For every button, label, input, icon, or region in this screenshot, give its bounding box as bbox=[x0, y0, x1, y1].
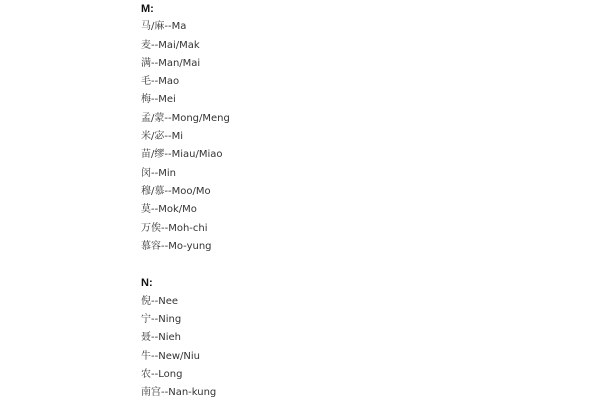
list-item: 毛--Mao bbox=[141, 76, 180, 88]
list-item: 满--Man/Mai bbox=[141, 57, 201, 69]
section-heading-n: N: bbox=[141, 277, 153, 290]
list-item: 万俟--Moh-chi bbox=[141, 222, 208, 234]
list-item: 马/麻--Ma bbox=[141, 21, 187, 33]
list-item: 穆/慕--Moo/Mo bbox=[141, 185, 211, 197]
list-item: 牛--New/Niu bbox=[141, 350, 200, 362]
list-item: 孟/蒙--Mong/Meng bbox=[141, 112, 230, 124]
list-item: 莫--Mok/Mo bbox=[141, 204, 197, 216]
section-n bbox=[141, 274, 441, 402]
list-item: 闵--Min bbox=[141, 167, 176, 179]
list-item: 苗/缪--Miau/Miao bbox=[141, 149, 223, 161]
list-item: 倪--Nee bbox=[141, 295, 179, 307]
list-item: 农--Long bbox=[141, 368, 183, 380]
list-item: 麦--Mai/Mak bbox=[141, 39, 200, 51]
list-item: 聂--Nieh bbox=[141, 332, 181, 344]
section-spacer bbox=[141, 256, 441, 274]
list-item: 梅--Mei bbox=[141, 94, 176, 106]
surname-list bbox=[141, 0, 441, 403]
list-item: 南宫--Nan-kung bbox=[141, 387, 217, 399]
list-item: 慕容--Mo-yung bbox=[141, 240, 212, 252]
section-heading-m: M: bbox=[141, 3, 154, 15]
list-item: 米/宓--Mi bbox=[141, 131, 183, 143]
list-item: 宁--Ning bbox=[141, 314, 182, 326]
section-m bbox=[141, 0, 441, 256]
